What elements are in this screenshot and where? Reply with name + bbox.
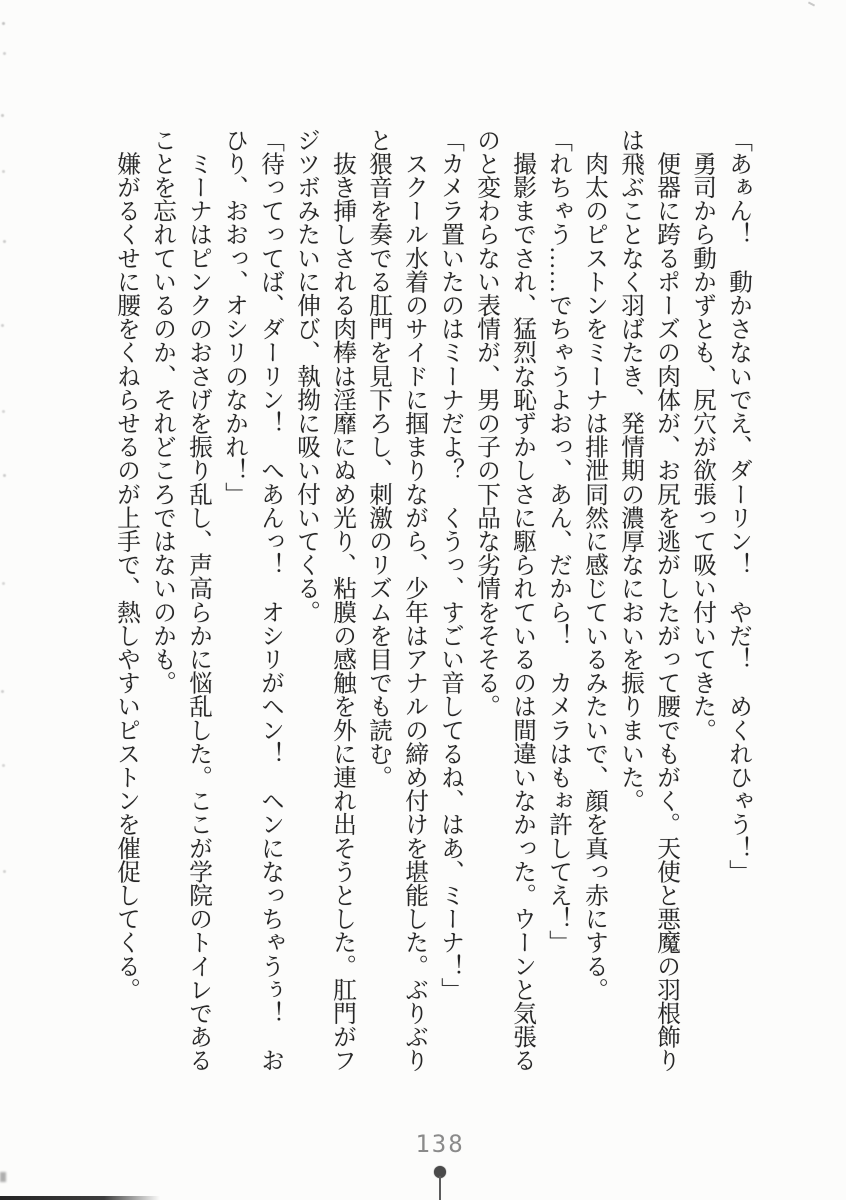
text-column: 嫌がるくせに腰をくねらせるのが上手で、熱しやすいピストンを催促してくる。 xyxy=(113,128,139,1002)
scan-artifact-bottom-edge xyxy=(0,1196,160,1200)
scan-artifact-left-blotch xyxy=(0,1172,6,1182)
text-column: 「れちゃう……でちゃうよおっ、あん、だから！ カメラはもぉ許してえ！」 xyxy=(545,128,571,954)
text-column: 「カメラ置いたのはミーナだよ？ くうっ、すごい音してるね、はあ、ミーナ！」 xyxy=(437,128,463,1002)
text-column: は飛ぶことなく羽ばたき、発情期の濃厚なにおいを振りまいた。 xyxy=(617,128,643,813)
text-column: ひり、おおっ、オシリのなかれ！」 xyxy=(221,128,247,506)
text-column: 「あぁん！ 動かさないでえ、ダーリン！ やだ！ めくれひゃう！」 xyxy=(725,128,751,884)
text-column: と猥音を奏でる肛門を見下ろし、刺激のリズムを目でも読む。 xyxy=(365,128,391,789)
scan-artifact-left-specks xyxy=(2,22,5,25)
text-column: ことを忘れているのか、それどころではないのかも。 xyxy=(149,128,175,695)
text-column: ミーナはピンクのおさげを振り乱し、声高らかに悩乱した。ここが学院のトイレである xyxy=(185,128,211,1072)
page-number: 138 xyxy=(415,1130,465,1158)
text-column: 便器に跨るポーズの肉体が、お尻を逃がしたがって腰でもがく。天使と悪魔の羽根飾り xyxy=(653,128,679,1072)
text-column: スクール水着のサイドに掴まりながら、少年はアナルの締め付けを堪能した。ぶりぶり xyxy=(401,128,427,1072)
text-column: 抜き挿しされる肉棒は淫靡にぬめ光り、粘膜の感触を外に連れ出そうとした。肛門がフ xyxy=(329,128,355,1072)
scan-artifact-top-right xyxy=(808,1,815,6)
text-column: ジツボみたいに伸び、執拗に吸い付いてくる。 xyxy=(293,128,319,624)
text-column: 撮影までされ、猛烈な恥ずかしさに駆られているのは間違いなかった。ウーンと気張る xyxy=(509,128,535,1072)
text-column: 勇司から動かずとも、尻穴が欲張って吸い付いてきた。 xyxy=(689,128,715,742)
text-column: 「待ってってば、ダーリン！ へあんっ！ オシリがヘン！ ヘンになっちゃうぅ！ お xyxy=(257,128,283,1072)
footer-rule-ornament xyxy=(439,1176,441,1200)
text-column: のと変わらない表情が、男の子の下品な劣情をそそる。 xyxy=(473,128,499,718)
text-column: 肉太のピストンをミーナは排泄同然に感じているみたいで、顔を真っ赤にする。 xyxy=(581,128,607,1002)
text-block xyxy=(108,128,756,1080)
